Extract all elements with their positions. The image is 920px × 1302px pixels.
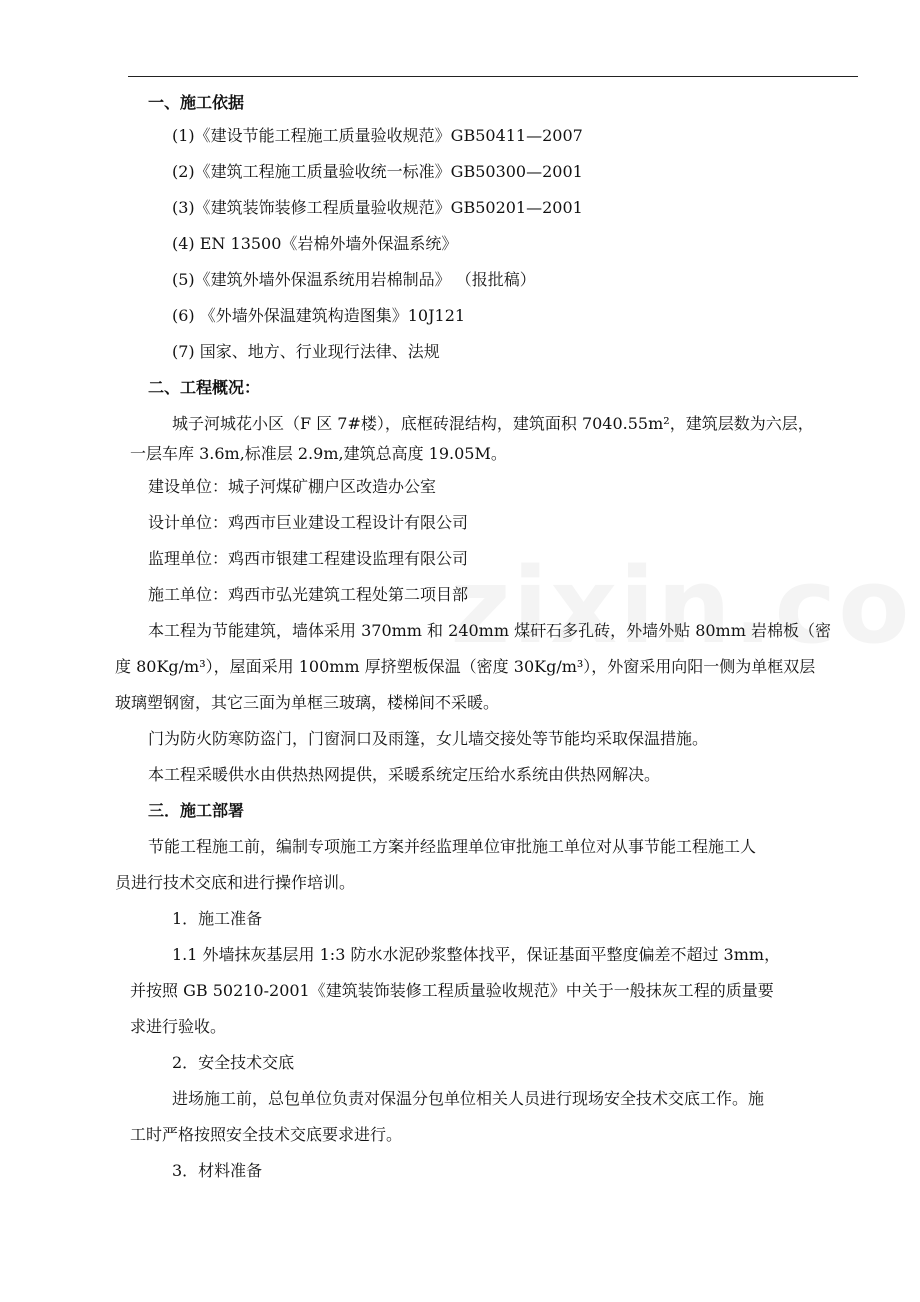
reference-item: (3)《建筑装饰装修工程质量验收规范》GB50201—2001 [172, 198, 583, 217]
reference-item: (4) EN 13500《岩棉外墙外保温系统》 [172, 234, 458, 253]
paragraph-line: 员进行技术交底和进行操作培训。 [115, 873, 356, 892]
watermark [450, 545, 920, 667]
paragraph-line: 并按照 GB 50210-2001《建筑装饰装修工程质量验收规范》中关于一般抹灰工程的质量要 [130, 981, 774, 1000]
reference-item: (6) 《外墙外保温建筑构造图集》10J121 [172, 306, 466, 325]
paragraph-line: 1.1 外墙抹灰基层用 1:3 防水水泥砂浆整体找平，保证基面平整度偏差不超过 3mm， [172, 945, 781, 964]
section-heading-overview: 二、工程概况： [148, 378, 261, 397]
paragraph-line: 一层车库 3.6m,标准层 2.9m,建筑总高度 19.05M。 [130, 444, 507, 463]
header-rule [128, 76, 858, 77]
section-heading-deployment: 三．施工部署 [148, 801, 245, 820]
reference-item: (7) 国家、地方、行业现行法律、法规 [172, 342, 440, 361]
section-heading-basis: 一、施工依据 [148, 93, 245, 112]
contractor-unit: 施工单位：鸡西市弘光建筑工程处第二项目部 [148, 585, 469, 604]
paragraph-line: 度 80Kg/m³），屋面采用 100mm 厚挤塑板保温（密度 30Kg/m³），外窗采用向阳一侧为单框双层 [115, 657, 816, 676]
design-unit: 设计单位：鸡西市巨业建设工程设计有限公司 [148, 513, 469, 532]
subheading-safety: 2．安全技术交底 [172, 1053, 295, 1072]
paragraph-line: 工时严格按照安全技术交底要求进行。 [130, 1125, 403, 1144]
paragraph-line: 城子河城花小区（F 区 7#楼），底框砖混结构，建筑面积 7040.55m²，建筑层数为六层， [172, 414, 814, 433]
paragraph-line: 节能工程施工前，编制专项施工方案并经监理单位审批施工单位对从事节能工程施工人 [148, 837, 757, 856]
paragraph-line: 本工程采暖供水由供热热网提供，采暖系统定压给水系统由供热网解决。 [148, 765, 661, 784]
reference-item: (2)《建筑工程施工质量验收统一标准》GB50300—2001 [172, 162, 583, 181]
construction-unit: 建设单位：城子河煤矿棚户区改造办公室 [148, 477, 437, 496]
reference-item: (1)《建设节能工程施工质量验收规范》GB50411—2007 [172, 126, 583, 145]
subheading-materials: 3．材料准备 [172, 1161, 263, 1180]
paragraph-line: 玻璃塑钢窗，其它三面为单框三玻璃，楼梯间不采暖。 [115, 693, 500, 712]
paragraph-line: 本工程为节能建筑，墙体采用 370mm 和 240mm 煤矸石多孔砖，外墙外贴 80mm 岩棉板（密 [148, 621, 831, 640]
subheading-preparation: 1．施工准备 [172, 909, 263, 928]
paragraph-line: 求进行验收。 [130, 1017, 227, 1036]
paragraph-line: 门为防火防寒防盗门，门窗洞口及雨篷，女儿墙交接处等节能均采取保温措施。 [148, 729, 709, 748]
paragraph-line: 进场施工前，总包单位负责对保温分包单位相关人员进行现场安全技术交底工作。施 [172, 1089, 765, 1108]
reference-item: (5)《建筑外墙外保温系统用岩棉制品》 （报批稿） [172, 270, 536, 289]
supervision-unit: 监理单位：鸡西市银建工程建设监理有限公司 [148, 549, 469, 568]
